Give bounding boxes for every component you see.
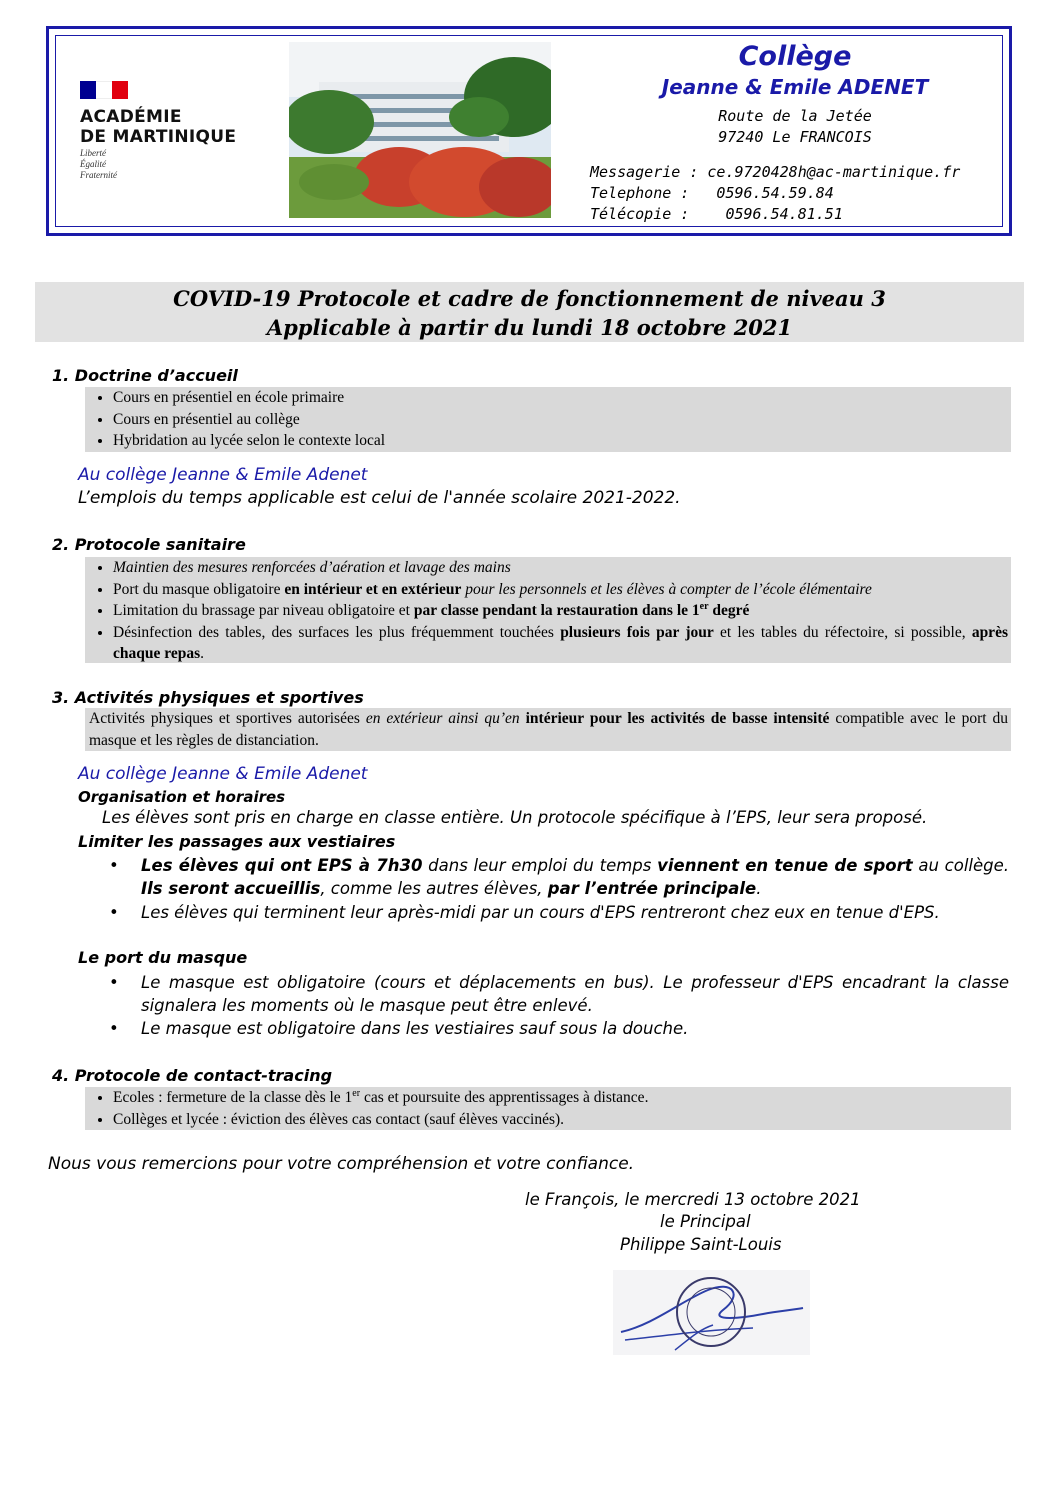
bullet-text: . [756,879,762,898]
motto-liberte: Liberté [80,148,106,158]
section3-heading: 3. Activités physiques et sportives [52,688,364,707]
list-item [113,622,1011,665]
school-photo [289,42,551,218]
item-text: Port du masque obligatoire [113,580,285,598]
official-stamp-signature [613,1270,810,1355]
list-item [113,557,1011,579]
section2-list-box [85,557,1011,663]
list-item: • Cours en présentiel en école primaire [113,387,1011,409]
list-item [113,579,1011,601]
section1-college-label: Au collège Jeanne & Emile Adenet [78,465,368,485]
item-italic: pour les personnels et les élèves à compter de l’école élémentaire [461,580,872,598]
masque-heading: Le port du masque [78,948,248,967]
list-item: • Cours en présentiel au collège [113,409,1011,431]
bullet-bold: viennent en tenue de sport [657,856,913,875]
paragraph-text: compatible avec le port du masque et les règles de distanciation. [89,710,1009,749]
list-item [113,600,1011,622]
academie-line2: DE MARTINIQUE [80,127,237,147]
title-line1: COVID-19 Protocole et cadre de fonctionnement de niveau 3 [173,286,886,311]
college-name [600,40,990,100]
bullet-text: Le masque est obligatoire (cours et déplacements en bus). Le professeur d'EPS encadrant la classe signalera les moments où le masque peut être enlevé. [141,973,1009,1015]
section1-list-box [85,387,1011,452]
section1-heading: 1. Doctrine d’accueil [52,366,238,385]
paragraph-text: Activités physiques et sportives autorisées [89,710,366,727]
section3-college-label: Au collège Jeanne & Emile Adenet [78,764,368,784]
french-flag-logo [80,81,128,99]
paragraph-bold: intérieur pour les activités de basse intensité [525,710,830,727]
bullet-bold: Ils seront accueillis [141,879,321,898]
contact-phone: Telephone : 0596.54.59.84 [590,184,834,202]
bullet-bold: par l’entrée principale [547,879,757,898]
list-item [113,1087,1011,1109]
bullet-text: au collège. [912,856,1010,875]
item-bold: plusieurs fois par jour [560,623,714,641]
section4-list-box [85,1087,1011,1130]
list-item: • Hybridation au lycée selon le contexte local [113,430,1011,452]
item-bold: en intérieur et en extérieur [284,580,462,598]
item-bold-text: par classe pendant la restauration dans le 1 [413,602,700,619]
list-item: • Collèges et lycée : éviction des élèves cas contact (sauf élèves vaccinés). [113,1109,1011,1131]
item-bold-text: degré [708,602,750,619]
bullet-bold: Les élèves qui ont EPS à 7h30 [141,856,423,875]
superscript: er [352,1087,361,1099]
contact-info [590,162,960,225]
bullet-icon: • [109,856,119,875]
vestiaires-bullet-1 [109,854,1010,900]
republic-motto [80,148,117,181]
item-text: . [200,645,205,662]
vestiaires-bullet-2 [109,901,1009,924]
section1-college-text: L’emplois du temps applicable est celui de l'année scolaire 2021-2022. [78,488,681,508]
contact-fax: Télécopie : 0596.54.81.51 [590,205,843,223]
bullet-icon: • [109,973,119,992]
section4-heading: 4. Protocole de contact-tracing [52,1066,333,1085]
closing-text: Nous vous remercions pour votre compréhension et votre confiance. [48,1154,635,1174]
college-title: Collège [738,41,852,72]
signature-date: le François, le mercredi 13 octobre 2021 [525,1190,861,1209]
stamp-icon [613,1270,810,1355]
signature-name: Philippe Saint-Louis [620,1235,782,1254]
motto-fraternite: Fraternité [80,170,117,180]
item-text: Maintien des mesures renforcées d’aération et lavage des mains [113,559,511,576]
bullet-text: , comme les autres élèves, [320,879,548,898]
item-text: cas et poursuite des apprentissages à distance. [360,1089,649,1106]
paragraph-italic: en extérieur ainsi qu’en [365,710,526,727]
bullet-text: Le masque est obligatoire dans les vestiaires sauf sous la douche. [141,1019,689,1038]
bullet-icon: • [109,903,119,922]
organisation-text: Les élèves sont pris en charge en classe entière. Un protocole spécifique à l’EPS, leur sera proposé. [102,808,928,827]
contact-email: Messagerie : ce.9720428h@ac-martinique.fr [590,163,961,181]
item-text: et les tables du réfectoire, si possible, [713,623,972,641]
item-bold [414,602,750,619]
masque-bullet-2 [109,1017,1009,1040]
academie-logo-text [80,107,236,147]
organisation-heading: Organisation et horaires [78,788,286,806]
bullet-text: dans leur emploi du temps [422,856,658,875]
address-city: 97240 Le FRANCOIS [718,128,872,146]
item-bold: après chaque repas [113,623,1008,662]
bullet-icon: • [109,1019,119,1038]
academie-line1: ACADÉMIE [80,107,182,127]
item-text: Limitation du brassage par niveau obligatoire et [113,602,414,619]
college-address [600,106,990,148]
item-text: Désinfection des tables, des surfaces les plus fréquemment touchées [113,623,561,641]
section3-text-box [85,708,1011,751]
title-line2: Applicable à partir du lundi 18 octobre 2021 [266,315,793,340]
signature-role: le Principal [660,1212,751,1231]
document-title [35,282,1024,342]
address-street: Route de la Jetée [718,107,872,125]
motto-egalite: Égalité [80,159,106,169]
superscript: er [699,600,709,612]
college-subtitle: Jeanne & Emile ADENET [661,75,929,99]
item-text: Ecoles : fermeture de la classe dès le 1 [113,1089,353,1106]
vestiaires-heading: Limiter les passages aux vestiaires [78,832,396,851]
masque-bullet-1 [109,971,1009,1017]
section2-heading: 2. Protocole sanitaire [52,535,246,554]
bullet-text: Les élèves qui terminent leur après-midi par un cours d'EPS rentreront chez eux en tenue d'EPS. [141,903,940,922]
